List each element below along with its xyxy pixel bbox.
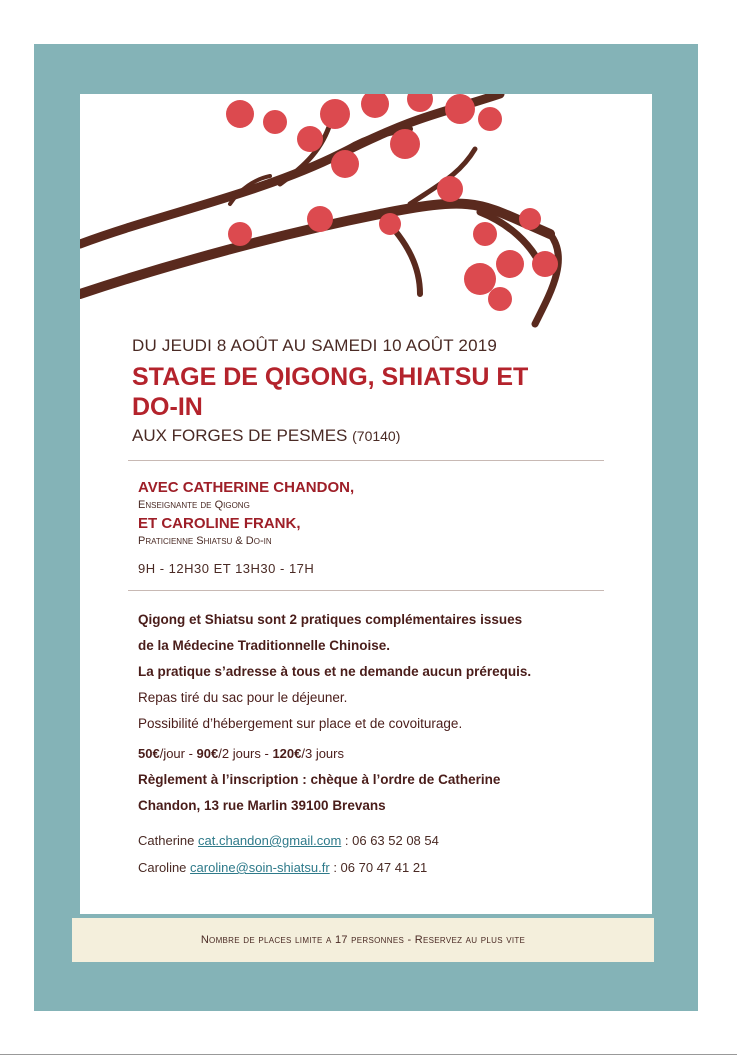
contact-row bbox=[138, 854, 604, 881]
event-title-line1: STAGE DE QIGONG, SHIATSU ET bbox=[132, 363, 529, 391]
contact-phone: : 06 63 52 08 54 bbox=[341, 833, 439, 848]
teacher-name: ET CAROLINE FRANK, bbox=[138, 515, 301, 532]
payment-line: Règlement à l’inscription : chèque à l’ordre de Catherine bbox=[138, 772, 501, 787]
price-unit: /3 jours bbox=[301, 746, 344, 761]
description-line: La pratique s’adresse à tous et ne demande aucun prérequis. bbox=[138, 664, 532, 679]
contact-name: Caroline bbox=[138, 860, 187, 875]
contact-phone: : 06 70 47 41 21 bbox=[329, 860, 428, 875]
contact-name: Catherine bbox=[138, 833, 195, 848]
description-line: Qigong et Shiatsu sont 2 pratiques complémentaires issues bbox=[138, 612, 523, 627]
price-unit: /2 jours - bbox=[218, 746, 273, 761]
description-block bbox=[132, 607, 604, 819]
divider bbox=[128, 460, 604, 461]
location-name: AUX FORGES DE PESMES bbox=[132, 426, 348, 445]
price-3-days: 120€ bbox=[272, 746, 302, 761]
payment-line: Chandon, 13 rue Marlin 39100 Brevans bbox=[138, 798, 386, 813]
contacts bbox=[132, 827, 604, 881]
flyer-content bbox=[132, 336, 604, 881]
description-line: de la Médecine Traditionnelle Chinoise. bbox=[138, 638, 391, 653]
email-link[interactable]: caroline@soin-shiatsu.fr bbox=[190, 860, 330, 875]
event-dates: DU JEUDI 8 AOÛT AU SAMEDI 10 AOÛT 2019 bbox=[132, 336, 498, 355]
email-link[interactable]: cat.chandon@gmail.com bbox=[198, 833, 342, 848]
price-2-days: 90€ bbox=[196, 746, 219, 761]
flyer-paper bbox=[80, 94, 652, 914]
banner-text: Nombre de places limite a 17 personnes - Reservez au plus vite bbox=[200, 934, 526, 946]
schedule-hours: 9H - 12H30 ET 13H30 - 17H bbox=[138, 561, 315, 576]
price-unit: /jour - bbox=[159, 746, 197, 761]
cherry-blossom-branch-illustration bbox=[80, 94, 652, 344]
page-bottom-rule bbox=[0, 1054, 737, 1055]
contact-row bbox=[138, 827, 604, 854]
description-line: Possibilité d’hébergement sur place et de covoiturage. bbox=[138, 716, 463, 731]
divider bbox=[128, 590, 604, 591]
location-postcode: (70140) bbox=[352, 428, 401, 444]
event-location bbox=[132, 426, 604, 446]
teacher-role: Praticienne Shiatsu & Do-in bbox=[138, 535, 272, 547]
teacher-name: AVEC CATHERINE CHANDON, bbox=[138, 479, 355, 496]
price-1-day: 50€ bbox=[138, 746, 160, 761]
event-title bbox=[132, 362, 604, 422]
event-title-line2: DO-IN bbox=[132, 393, 203, 421]
teacher-role: Enseignante de Qigong bbox=[138, 499, 250, 511]
pricing bbox=[138, 741, 604, 767]
teachers-block bbox=[132, 479, 604, 576]
description-line: Repas tiré du sac pour le déjeuner. bbox=[138, 690, 348, 705]
places-banner bbox=[72, 918, 654, 962]
